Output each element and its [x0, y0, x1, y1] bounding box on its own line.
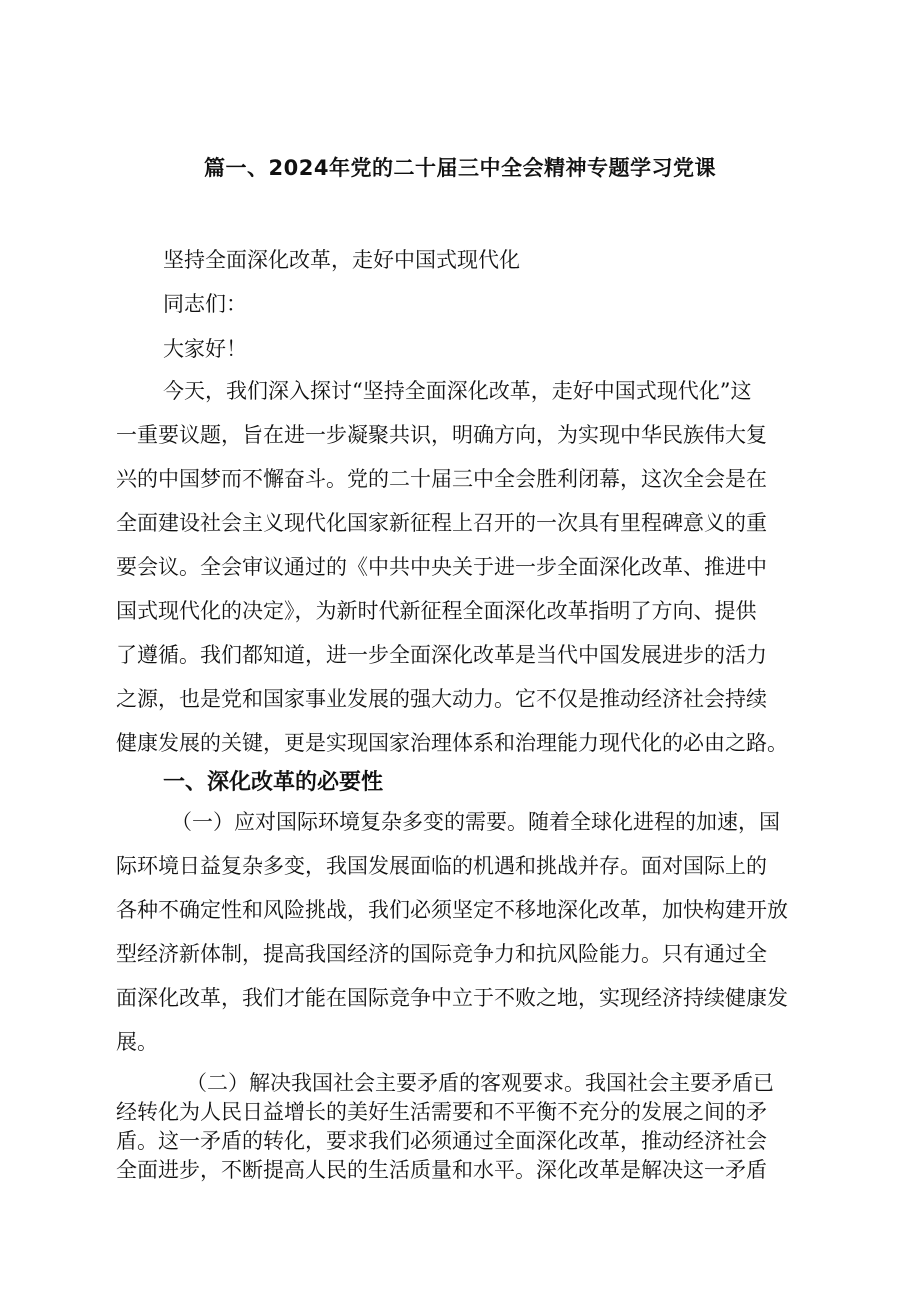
paragraph-line: 兴的中国梦而不懈奋斗。党的二十届三中全会胜利闭幕，这次全会是在 — [116, 467, 767, 491]
paragraph-line: 之源，也是党和国家事业发展的强大动力。它不仅是推动经济社会持续 — [116, 687, 767, 711]
paragraph-line: 今天，我们深入探讨“坚持全面深化改革，走好中国式现代化”这 — [163, 379, 752, 403]
paragraph-line: 要会议。全会审议通过的《中共中央关于进一步全面深化改革、推进中 — [116, 555, 767, 579]
paragraph-line: 面深化改革，我们才能在国际竞争中立于不败之地，实现经济持续健康发 — [116, 986, 788, 1010]
paragraph-line: 国式现代化的决定》，为新时代新征程全面深化改革指明了方向、提供 — [116, 599, 757, 623]
paragraph-line: 一重要议题，旨在进一步凝聚共识，明确方向，为实现中华民族伟大复 — [116, 423, 767, 447]
paragraph-line: 际环境日益复杂多变，我国发展面临的机遇和挑战并存。面对国际上的 — [116, 854, 767, 878]
paragraph-line: （一）应对国际环境复杂多变的需要。随着全球化进程的加速，国 — [171, 810, 780, 834]
paragraph-international — [116, 800, 836, 1064]
document-subtitle: 坚持全面深化改革，走好中国式现代化 — [163, 248, 520, 272]
intro-paragraph — [116, 369, 836, 765]
paragraph-contradiction — [116, 1069, 836, 1185]
paragraph-line: 经转化为人民日益增长的美好生活需要和不平衡不充分的发展之间的矛 — [116, 1100, 767, 1124]
document-title: 篇一、2024年党的二十届三中全会精神专题学习党课 — [204, 156, 716, 180]
section-heading: 一、深化改革的必要性 — [163, 770, 384, 795]
paragraph-line: 型经济新体制，提高我国经济的国际竞争力和抗风险能力。只有通过全 — [116, 942, 767, 966]
greeting: 大家好！ — [163, 337, 247, 361]
paragraph-line: 全面建设社会主义现代化国家新征程上召开的一次具有里程碑意义的重 — [116, 511, 767, 535]
paragraph-line: 各种不确定性和风险挑战，我们必须坚定不移地深化改革，加快构建开放 — [116, 898, 788, 922]
paragraph-line: 盾。这一矛盾的转化，要求我们必须通过全面深化改革，推动经济社会 — [116, 1129, 767, 1153]
paragraph-line: 全面进步，不断提高人民的生活质量和水平。深化改革是解决这一矛盾 — [116, 1158, 767, 1182]
paragraph-line: （二）解决我国社会主要矛盾的客观要求。我国社会主要矛盾已 — [186, 1071, 774, 1095]
paragraph-line: 展。 — [116, 1030, 158, 1054]
paragraph-line: 了遵循。我们都知道，进一步全面深化改革是当代中国发展进步的活力 — [116, 643, 767, 667]
paragraph-line: 健康发展的关键，更是实现国家治理体系和治理能力现代化的必由之路。 — [116, 731, 788, 755]
salutation: 同志们： — [163, 292, 247, 316]
